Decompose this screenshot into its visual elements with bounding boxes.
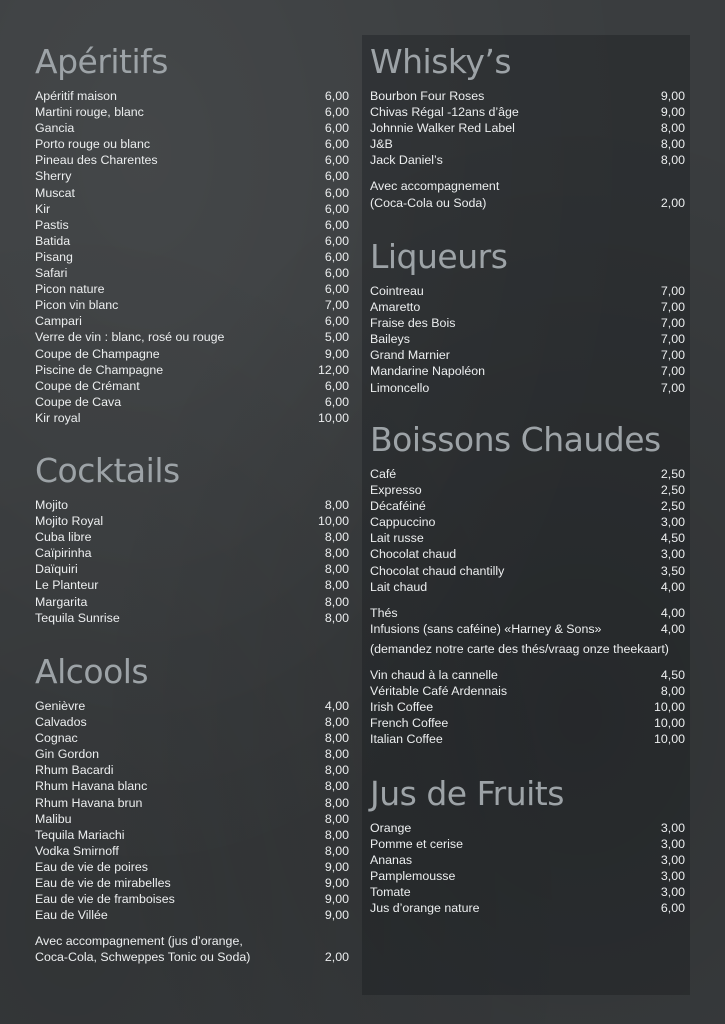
menu-item	[35, 811, 349, 827]
menu-item	[370, 195, 685, 211]
item-name: Eau de vie de mirabelles	[35, 876, 171, 891]
item-name: Daïquiri	[35, 562, 78, 577]
item-price: 8,00	[324, 795, 349, 810]
item-name: Coupe de Cava	[35, 394, 122, 409]
item-price: 8,00	[660, 153, 685, 168]
item-price: 8,00	[660, 121, 685, 136]
item-name: Calvados	[35, 715, 87, 730]
item-name: Coupe de Crémant	[35, 378, 140, 393]
menu-item	[35, 378, 349, 394]
item-name: Chocolat chaud	[370, 547, 457, 562]
item-name: Gin Gordon	[35, 747, 100, 762]
item-price: 9,00	[324, 892, 349, 907]
item-price: 12,00	[317, 362, 349, 377]
section-liqueurs	[370, 237, 685, 396]
item-name: Ananas	[370, 853, 413, 868]
item-name: Sherry	[35, 169, 72, 184]
item-name: Tequila Mariachi	[35, 827, 125, 842]
item-price: 4,00	[324, 699, 349, 713]
item-name: Gancia	[35, 121, 75, 136]
item-list	[370, 466, 685, 595]
item-name: Vin chaud à la cannelle	[370, 668, 498, 683]
menu-item	[35, 545, 349, 561]
item-list	[35, 88, 349, 426]
item-price: 8,00	[324, 546, 349, 561]
menu-item	[370, 621, 685, 637]
item-name: Cognac	[35, 731, 78, 746]
menu-item	[35, 185, 349, 201]
item-name: Irish Coffee	[370, 700, 434, 715]
item-name: Coupe de Champagne	[35, 346, 160, 361]
item-name: Pastis	[35, 217, 69, 232]
menu-item	[35, 313, 349, 329]
item-price: 4,50	[660, 531, 685, 546]
item-name: Expresso	[370, 483, 422, 498]
menu-item	[370, 699, 685, 715]
item-list	[35, 497, 349, 626]
menu-item	[370, 563, 685, 579]
item-price: 6,00	[324, 153, 349, 168]
menu-item	[35, 949, 349, 965]
item-price: 6,00	[324, 169, 349, 184]
menu-item	[370, 152, 685, 168]
item-name: Vodka Smirnoff	[35, 843, 119, 858]
item-price: 6,00	[324, 282, 349, 297]
item-price: 3,00	[660, 869, 685, 884]
menu-item	[35, 394, 349, 410]
section-jus-de-fruits	[370, 774, 685, 917]
menu-item	[370, 136, 685, 152]
section-title: Jus de Fruits	[370, 774, 564, 813]
item-price: 8,00	[324, 811, 349, 826]
item-price: 3,00	[660, 821, 685, 835]
item-name: Mojito Royal	[35, 514, 104, 529]
item-name: Le Planteur	[35, 578, 99, 593]
menu-item	[35, 778, 349, 794]
menu-item	[370, 120, 685, 136]
item-list	[370, 283, 685, 396]
item-name: Rhum Havana blanc	[35, 779, 148, 794]
menu-item	[35, 714, 349, 730]
item-name: (Coca-Cola ou Soda)	[370, 195, 487, 210]
item-name: Eau de vie de framboises	[35, 892, 175, 907]
menu-item	[35, 152, 349, 168]
menu-item	[35, 104, 349, 120]
menu-item	[35, 762, 349, 778]
item-price: 10,00	[653, 700, 685, 715]
menu-item	[35, 362, 349, 378]
item-price: 8,00	[324, 731, 349, 746]
item-price: 2,00	[660, 195, 685, 210]
accompaniment-note: Avec accompagnement	[370, 179, 500, 194]
item-price: 8,00	[324, 843, 349, 858]
section-title: Cocktails	[35, 451, 180, 490]
menu-item	[35, 795, 349, 811]
menu-item	[35, 233, 349, 249]
item-name: Amaretto	[370, 300, 421, 315]
menu-item	[370, 347, 685, 363]
item-name: Caïpirinha	[35, 546, 92, 561]
menu-item	[370, 579, 685, 595]
item-name: Cuba libre	[35, 530, 92, 545]
item-name: Pomme et cerise	[370, 837, 463, 852]
menu-item	[35, 594, 349, 610]
menu-item	[35, 201, 349, 217]
menu-item	[370, 380, 685, 396]
section-title: Whisky’s	[370, 42, 512, 81]
menu-item	[35, 346, 349, 362]
item-name: Coca-Cola, Schweppes Tonic ou Soda)	[35, 950, 251, 965]
item-price: 8,00	[324, 562, 349, 577]
menu-item	[370, 530, 685, 546]
section-whiskys	[370, 42, 685, 211]
item-price: 10,00	[653, 732, 685, 747]
item-name: Johnnie Walker Red Label	[370, 121, 515, 136]
menu-item	[35, 513, 349, 529]
menu-item	[35, 577, 349, 593]
item-price: 2,50	[660, 483, 685, 498]
menu-item	[35, 907, 349, 923]
menu-item	[370, 900, 685, 916]
item-name: Porto rouge ou blanc	[35, 137, 151, 152]
item-name: Chocolat chaud chantilly	[370, 563, 505, 578]
menu-item	[35, 120, 349, 136]
item-name: Cointreau	[370, 284, 424, 298]
menu-item	[35, 746, 349, 762]
item-price: 6,00	[324, 217, 349, 232]
menu-item	[370, 514, 685, 530]
item-name: Pisang	[35, 249, 73, 264]
item-price: 6,00	[324, 233, 349, 248]
menu-item	[35, 249, 349, 265]
item-name: Infusions (sans caféine) «Harney & Sons»	[370, 621, 602, 636]
item-price: 7,00	[660, 332, 685, 347]
item-price: 2,50	[660, 499, 685, 514]
item-price: 8,00	[324, 827, 349, 842]
menu-item	[370, 884, 685, 900]
item-price: 10,00	[653, 716, 685, 731]
item-price: 3,00	[660, 853, 685, 868]
section-title: Liqueurs	[370, 237, 508, 276]
item-price: 3,00	[660, 515, 685, 530]
item-price: 8,00	[324, 763, 349, 778]
item-name: Rhum Havana brun	[35, 795, 143, 810]
item-price: 3,00	[660, 885, 685, 900]
menu-item	[370, 820, 685, 836]
item-price: 6,00	[324, 137, 349, 152]
menu-item	[370, 498, 685, 514]
section-title: Boissons Chaudes	[370, 420, 661, 459]
section-cocktails	[35, 451, 349, 626]
item-name: Bourbon Four Roses	[370, 89, 485, 103]
item-name: Verre de vin : blanc, rosé ou rouge	[35, 330, 225, 345]
item-price: 9,00	[660, 89, 685, 103]
menu-item	[35, 561, 349, 577]
item-price: 10,00	[317, 514, 349, 529]
item-name: Décaféiné	[370, 499, 426, 514]
menu-item	[35, 297, 349, 313]
item-name: Picon nature	[35, 282, 105, 297]
item-name: Lait russe	[370, 531, 424, 546]
item-list	[35, 698, 349, 923]
menu-item	[370, 482, 685, 498]
item-name: Thés	[370, 605, 398, 620]
menu-item	[35, 610, 349, 626]
menu-item	[370, 299, 685, 315]
menu-item	[35, 265, 349, 281]
menu-item	[370, 836, 685, 852]
item-name: Pineau des Charentes	[35, 153, 158, 168]
menu-item	[370, 852, 685, 868]
item-price: 4,00	[660, 605, 685, 620]
item-price: 8,00	[660, 137, 685, 152]
menu-item	[35, 168, 349, 184]
menu-item	[35, 281, 349, 297]
menu-item	[370, 363, 685, 379]
tea-card-note: (demandez notre carte des thés/vraag onze theekaart)	[370, 641, 669, 656]
accompaniment-note: Avec accompagnement (jus d’orange,	[35, 934, 243, 949]
menu-item	[370, 283, 685, 299]
item-price: 5,00	[324, 330, 349, 345]
menu-item	[370, 683, 685, 699]
item-price: 4,00	[660, 579, 685, 594]
menu-item	[35, 88, 349, 104]
menu-item	[35, 730, 349, 746]
item-name: Véritable Café Ardennais	[370, 684, 508, 699]
item-name: Eau de vie de poires	[35, 859, 148, 874]
menu-item	[35, 497, 349, 513]
menu-item	[370, 315, 685, 331]
item-name: Grand Marnier	[370, 348, 450, 363]
item-price: 9,00	[660, 105, 685, 120]
item-list	[370, 667, 685, 747]
item-price: 8,00	[324, 498, 349, 512]
item-name: French Coffee	[370, 716, 449, 731]
menu-item	[35, 529, 349, 545]
menu-item	[370, 868, 685, 884]
item-price: 6,00	[660, 901, 685, 916]
item-name: Italian Coffee	[370, 732, 443, 747]
section-boissons-chaudes	[370, 420, 685, 748]
menu-item	[35, 859, 349, 875]
menu-item	[370, 88, 685, 104]
item-name: Eau de Villée	[35, 908, 108, 923]
item-name: Kir royal	[35, 410, 81, 425]
item-name: Baileys	[370, 332, 410, 347]
item-price: 10,00	[317, 410, 349, 425]
item-name: Limoncello	[370, 380, 430, 395]
item-price: 2,50	[660, 467, 685, 481]
item-price: 4,50	[660, 668, 685, 683]
item-name: Muscat	[35, 185, 75, 200]
item-price: 6,00	[324, 378, 349, 393]
menu-item	[35, 827, 349, 843]
item-price: 2,00	[324, 950, 349, 965]
section-title: Apéritifs	[35, 42, 168, 81]
menu-item	[370, 331, 685, 347]
item-price: 7,00	[660, 316, 685, 331]
menu-item	[35, 329, 349, 345]
menu-item	[35, 843, 349, 859]
item-name: Mojito	[35, 498, 69, 512]
item-name: Martini rouge, blanc	[35, 105, 144, 120]
item-name: Orange	[370, 821, 412, 835]
item-price: 8,00	[324, 747, 349, 762]
item-price: 8,00	[324, 578, 349, 593]
menu-item	[370, 605, 685, 621]
menu-item	[370, 104, 685, 120]
item-price: 6,00	[324, 185, 349, 200]
item-name: Rhum Bacardi	[35, 763, 114, 778]
item-price: 6,00	[324, 249, 349, 264]
item-name: Margarita	[35, 594, 88, 609]
item-price: 6,00	[324, 105, 349, 120]
item-price: 8,00	[324, 715, 349, 730]
item-price: 7,00	[660, 284, 685, 298]
item-name: Mandarine Napoléon	[370, 364, 486, 379]
item-price: 9,00	[324, 876, 349, 891]
item-name: Apéritif maison	[35, 89, 117, 103]
item-name: Cappuccino	[370, 515, 436, 530]
item-name: Café	[370, 467, 397, 481]
item-name: Chivas Régal -12ans d’âge	[370, 105, 519, 120]
item-price: 3,00	[660, 547, 685, 562]
menu-item	[35, 410, 349, 426]
item-name: Kir	[35, 201, 51, 216]
item-list	[370, 88, 685, 168]
menu-item	[35, 875, 349, 891]
item-name: Fraise des Bois	[370, 316, 456, 331]
item-name: Pamplemousse	[370, 869, 456, 884]
item-price: 7,00	[324, 298, 349, 313]
item-price: 9,00	[324, 908, 349, 923]
item-price: 7,00	[660, 364, 685, 379]
item-name: Genièvre	[35, 699, 86, 713]
menu-item	[370, 466, 685, 482]
item-name: Picon vin blanc	[35, 298, 119, 313]
item-price: 6,00	[324, 201, 349, 216]
item-price: 7,00	[660, 300, 685, 315]
section-title: Alcools	[35, 652, 149, 691]
menu-item	[35, 698, 349, 714]
menu-item	[370, 731, 685, 747]
item-name: J&B	[370, 137, 393, 152]
item-price: 6,00	[324, 266, 349, 281]
item-price: 8,00	[324, 779, 349, 794]
menu-item	[35, 891, 349, 907]
item-price: 6,00	[324, 394, 349, 409]
item-name: Safari	[35, 266, 68, 281]
item-price: 8,00	[324, 594, 349, 609]
item-name: Batida	[35, 233, 71, 248]
item-name: Piscine de Champagne	[35, 362, 164, 377]
item-price: 8,00	[660, 684, 685, 699]
item-name: Campari	[35, 314, 82, 329]
menu-item	[370, 667, 685, 683]
item-price: 4,00	[660, 621, 685, 636]
item-price: 8,00	[324, 610, 349, 625]
section-alcools	[35, 652, 349, 966]
section-aperitifs	[35, 42, 349, 426]
menu-item	[370, 546, 685, 562]
menu-item	[35, 217, 349, 233]
item-price: 9,00	[324, 346, 349, 361]
item-price: 7,00	[660, 380, 685, 395]
item-name: Jack Daniel’s	[370, 153, 443, 168]
item-price: 6,00	[324, 89, 349, 103]
item-price: 3,50	[660, 563, 685, 578]
item-name: Malibu	[35, 811, 72, 826]
item-price: 6,00	[324, 121, 349, 136]
item-name: Tomate	[370, 885, 411, 900]
item-price: 9,00	[324, 859, 349, 874]
item-price: 3,00	[660, 837, 685, 852]
item-price: 8,00	[324, 530, 349, 545]
item-name: Jus d’orange nature	[370, 901, 480, 916]
menu-item	[370, 715, 685, 731]
menu-item	[35, 136, 349, 152]
item-name: Tequila Sunrise	[35, 610, 120, 625]
item-list	[370, 820, 685, 917]
item-price: 7,00	[660, 348, 685, 363]
item-name: Lait chaud	[370, 579, 428, 594]
item-price: 6,00	[324, 314, 349, 329]
